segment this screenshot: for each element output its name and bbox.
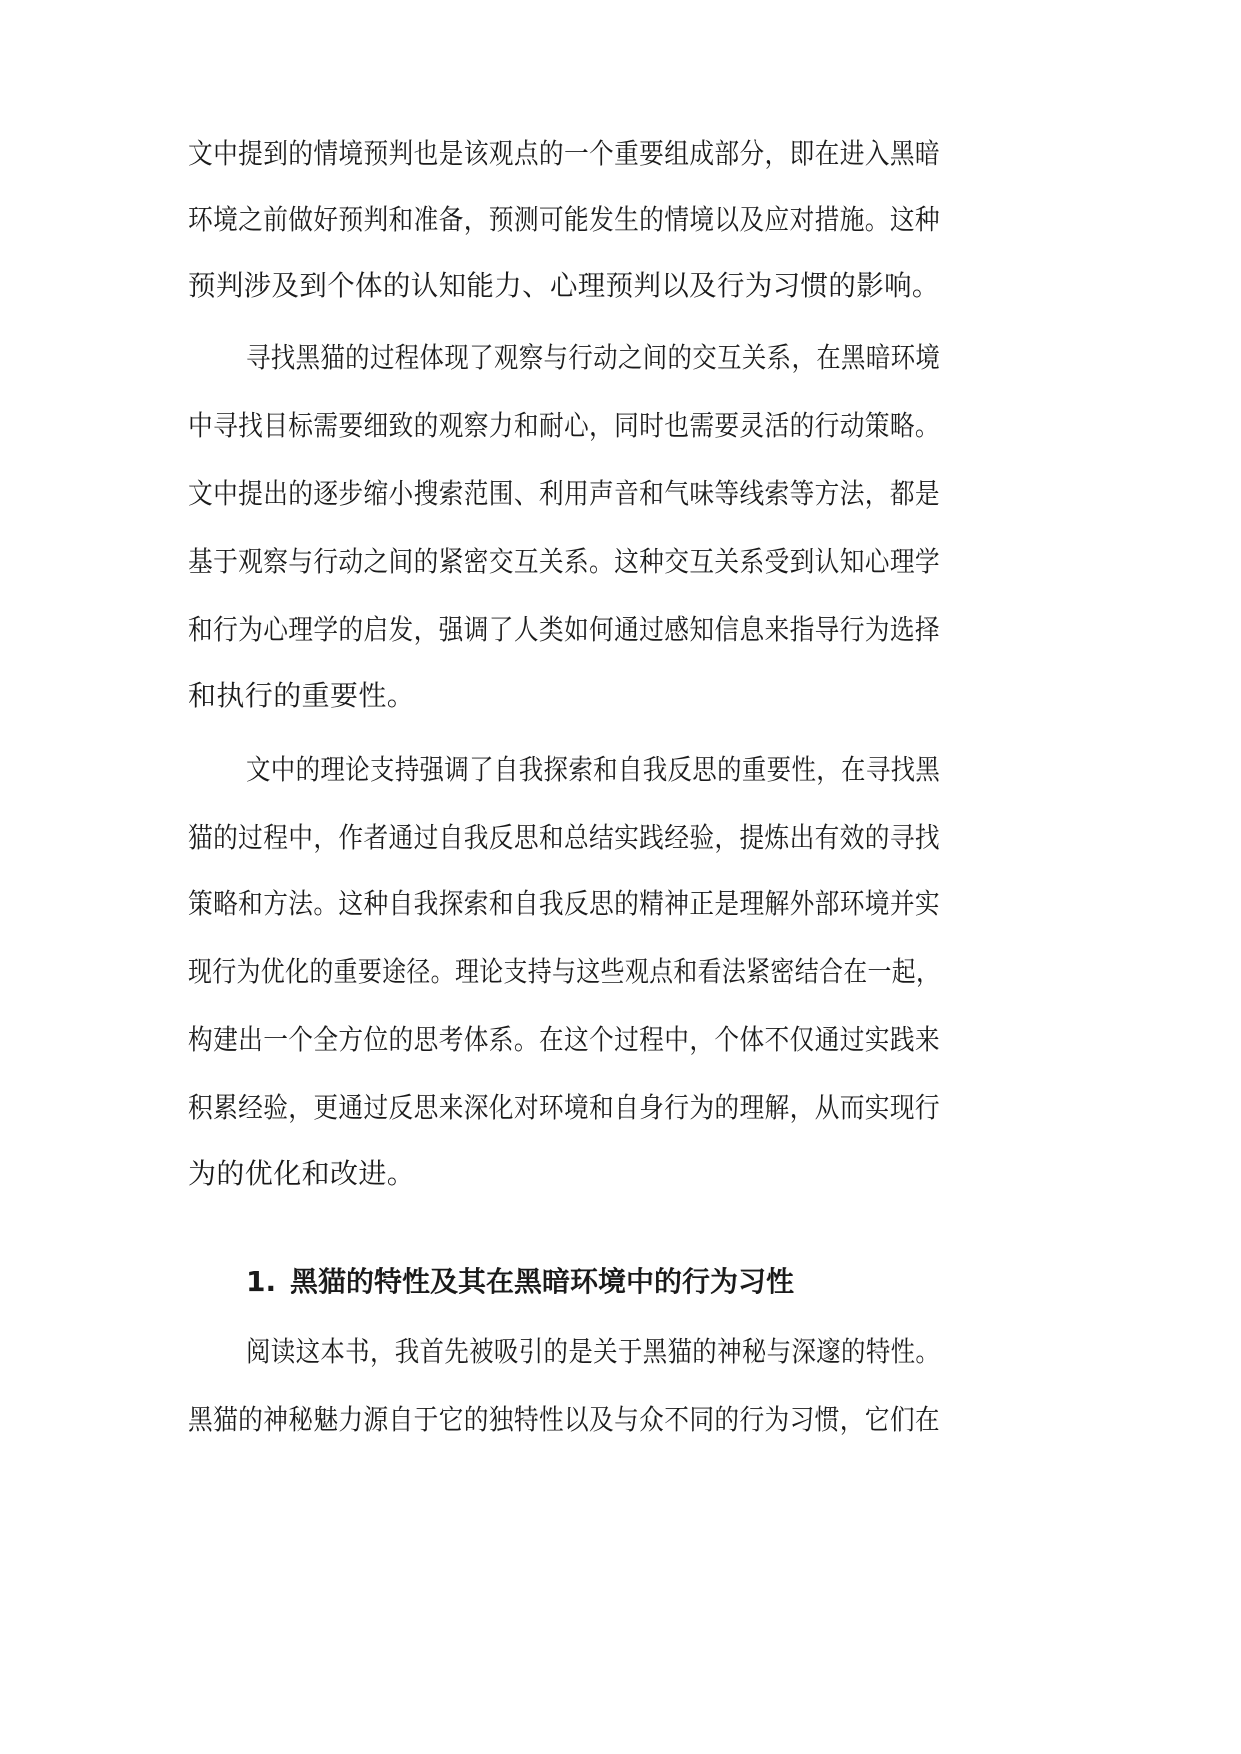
paragraph-1-line-1: 文中提到的情境预判也是该观点的一个重要组成部分，即在进入黑暗 — [188, 137, 940, 170]
paragraph-3-line-2: 猫的过程中，作者通过自我反思和总结实践经验，提炼出有效的寻找 — [188, 821, 940, 854]
paragraph-3-line-6: 积累经验，更通过反思来深化对环境和自身行为的理解，从而实现行 — [188, 1091, 940, 1124]
paragraph-3-line-1: 文中的理论支持强调了自我探索和自我反思的重要性，在寻找黑 — [246, 753, 941, 786]
paragraph-2-line-2: 中寻找目标需要细致的观察力和耐心，同时也需要灵活的行动策略。 — [188, 409, 940, 442]
paragraph-2-line-1: 寻找黑猫的过程体现了观察与行动之间的交互关系，在黑暗环境 — [246, 341, 941, 374]
section-heading — [246, 1262, 794, 1302]
paragraph-3-line-3: 策略和方法。这种自我探索和自我反思的精神正是理解外部环境并实 — [188, 887, 940, 920]
paragraph-1-line-3: 预判涉及到个体的认知能力、心理预判以及行为习惯的影响。 — [188, 269, 940, 302]
paragraph-4-line-2: 黑猫的神秘魅力源自于它的独特性以及与众不同的行为习惯，它们在 — [188, 1403, 940, 1436]
section-heading-number: 1. — [246, 1265, 277, 1298]
paragraph-3-line-5: 构建出一个全方位的思考体系。在这个过程中，个体不仅通过实践来 — [188, 1023, 940, 1056]
paragraph-2-line-3: 文中提出的逐步缩小搜索范围、利用声音和气味等线索等方法，都是 — [188, 477, 940, 510]
paragraph-3-line-4: 现行为优化的重要途径。理论支持与这些观点和看法紧密结合在一起， — [188, 955, 941, 988]
section-heading-text: 黑猫的特性及其在黑暗环境中的行为习性 — [290, 1265, 795, 1298]
paragraph-1-line-2: 环境之前做好预判和准备，预测可能发生的情境以及应对措施。这种 — [188, 203, 940, 236]
paragraph-2-line-4: 基于观察与行动之间的紧密交互关系。这种交互关系受到认知心理学 — [188, 545, 940, 578]
paragraph-4-line-1: 阅读这本书，我首先被吸引的是关于黑猫的神秘与深邃的特性。 — [246, 1335, 941, 1368]
paragraph-2-line-6: 和执行的重要性。 — [188, 679, 416, 712]
paragraph-3-line-7: 为的优化和改进。 — [188, 1157, 416, 1190]
paragraph-2-line-5: 和行为心理学的启发，强调了人类如何通过感知信息来指导行为选择 — [188, 613, 940, 646]
